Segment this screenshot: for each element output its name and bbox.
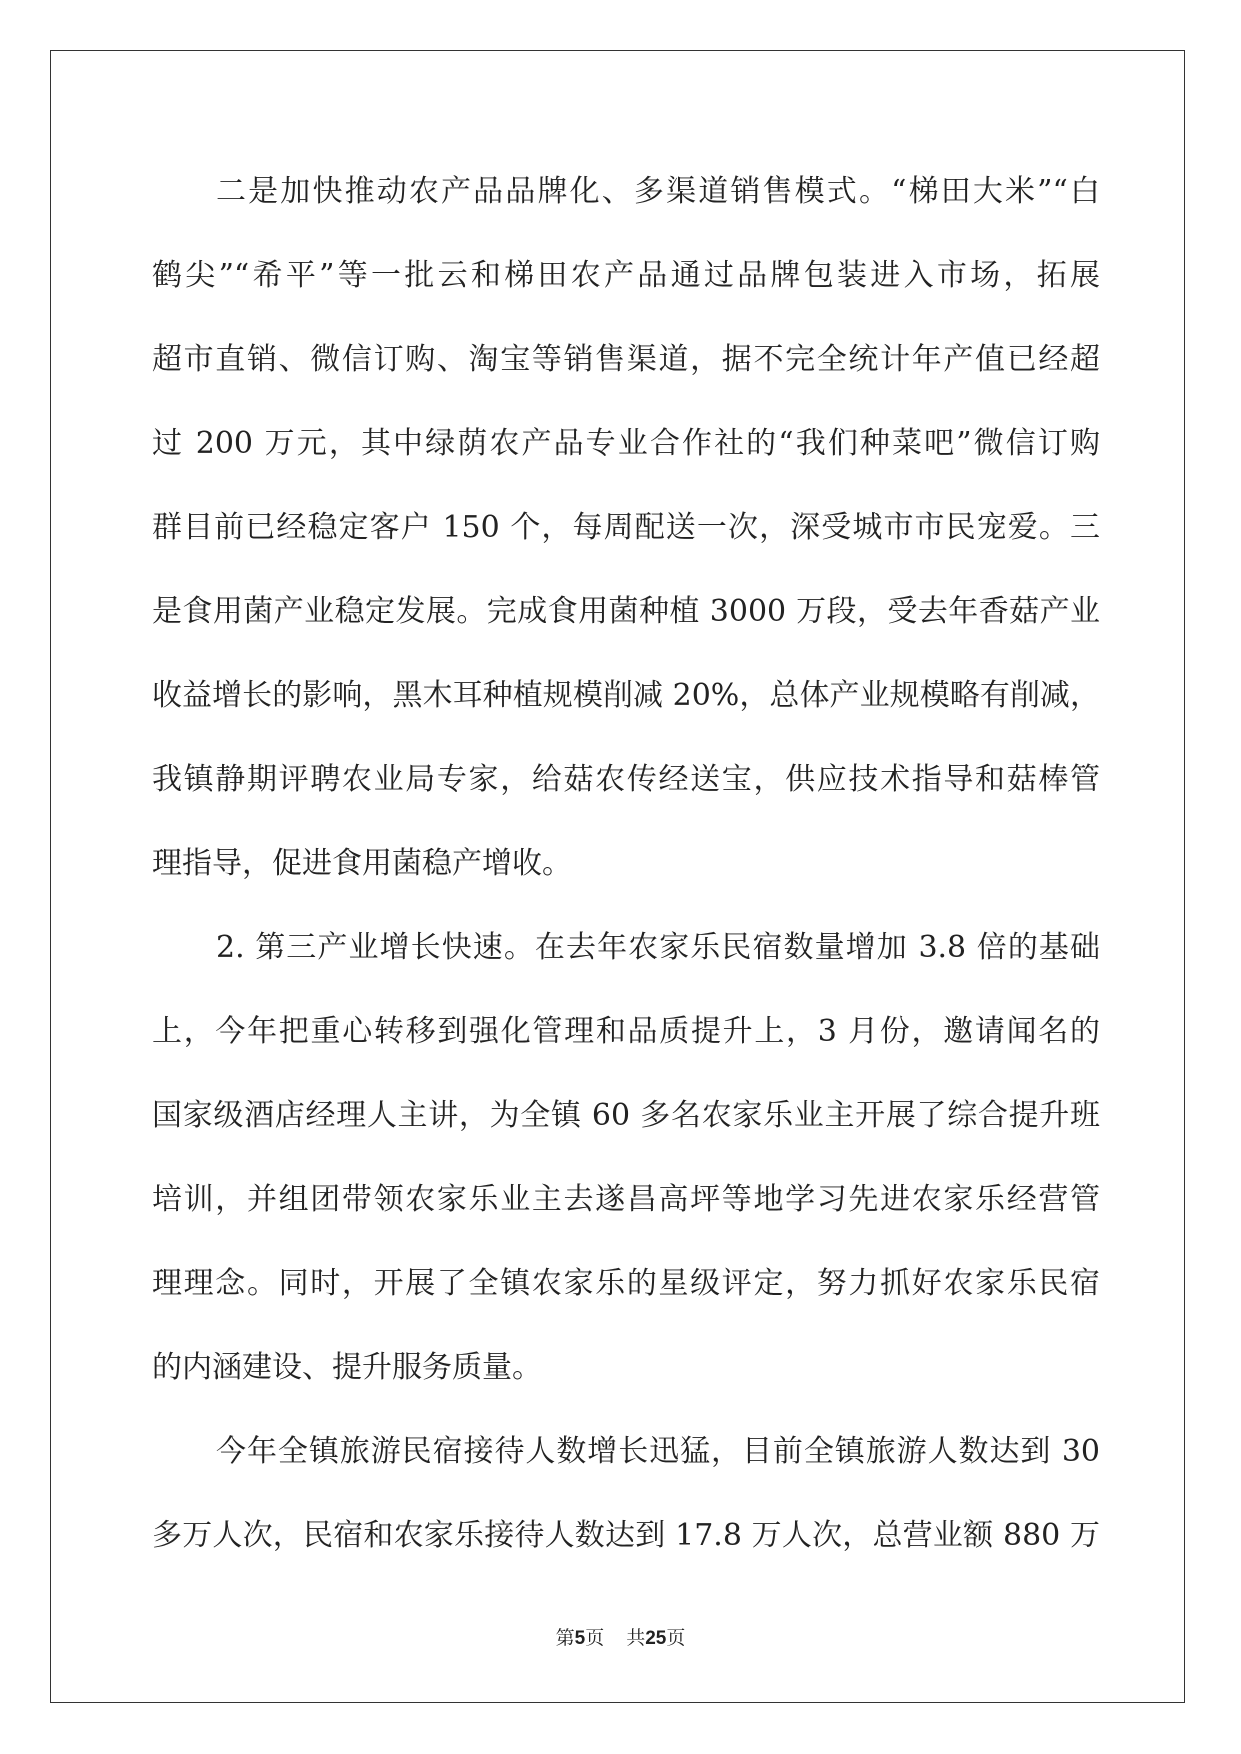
paragraph-line: 鹤尖”“希平”等一批云和梯田农产品通过品牌包装进入市场，拓展 (152, 258, 1100, 293)
page-suffix: 页 (585, 1627, 605, 1649)
page-footer (0, 1626, 1241, 1651)
total-suffix: 页 (666, 1627, 686, 1649)
paragraph-line: 今年全镇旅游民宿接待人数增长迅猛，目前全镇旅游人数达到 30 (216, 1434, 1100, 1469)
paragraph-line: 我镇静期评聘农业局专家，给菇农传经送宝，供应技术指导和菇棒管 (152, 762, 1100, 797)
total-pages: 25 (645, 1628, 667, 1649)
page-prefix: 第 (555, 1627, 575, 1649)
paragraph-line: 培训，并组团带领农家乐业主去遂昌高坪等地学习先进农家乐经营管 (152, 1182, 1100, 1217)
paragraph-line: 过 200 万元，其中绿荫农产品专业合作社的“我们种菜吧”微信订购 (152, 426, 1100, 461)
page-number: 5 (574, 1628, 586, 1649)
paragraph-line: 上，今年把重心转移到强化管理和品质提升上，3 月份，邀请闻名的 (152, 1014, 1100, 1049)
paragraph-line: 国家级酒店经理人主讲，为全镇 60 多名农家乐业主开展了综合提升班 (152, 1098, 1100, 1133)
paragraph-line: 群目前已经稳定客户 150 个，每周配送一次，深受城市市民宠爱。三 (152, 510, 1100, 545)
paragraph-line: 是食用菌产业稳定发展。完成食用菌种植 3000 万段，受去年香菇产业 (152, 594, 1100, 629)
paragraph-line: 多万人次，民宿和农家乐接待人数达到 17.8 万人次，总营业额 880 万 (152, 1518, 1100, 1553)
paragraph-line: 2. 第三产业增长快速。在去年农家乐民宿数量增加 3.8 倍的基础 (216, 930, 1100, 965)
document-body (152, 164, 1100, 1592)
paragraph-line: 理理念。同时，开展了全镇农家乐的星级评定，努力抓好农家乐民宿 (152, 1266, 1100, 1301)
paragraph-line: 二是加快推动农产品品牌化、多渠道销售模式。“梯田大米”“白 (216, 174, 1100, 209)
total-prefix: 共 (626, 1627, 646, 1649)
paragraph-line: 理指导，促进食用菌稳产增收。 (152, 846, 572, 881)
paragraph-line: 的内涵建设、提升服务质量。 (152, 1350, 542, 1385)
paragraph-line: 收益增长的影响，黑木耳种植规模削减 20%，总体产业规模略有削减， (152, 678, 1100, 713)
paragraph-line: 超市直销、微信订购、淘宝等销售渠道，据不完全统计年产值已经超 (152, 342, 1100, 377)
